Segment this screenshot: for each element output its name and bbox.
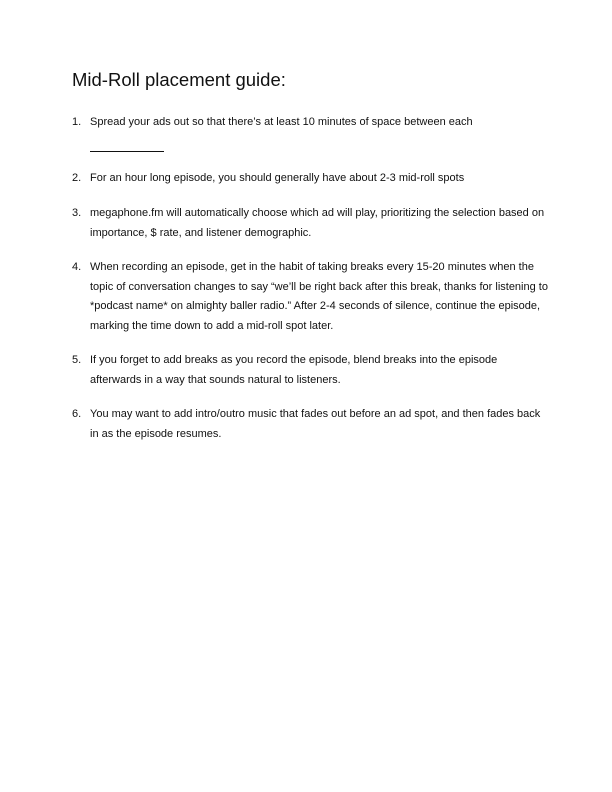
item-number: 2. <box>72 171 82 184</box>
item-text: When recording an episode, get in the habit of taking breaks every 15-20 minutes when the topic of conversation changes to say “we’ll be right back after this break, thanks for listening to *podcast name* on almighty baller radio.” After 2-4 seconds of silence, continue the episode, marking the time down to add a mid-roll spot later. <box>90 261 548 332</box>
fill-in-blank-line <box>90 151 164 152</box>
item-number: 4. <box>72 261 82 273</box>
item-text: Spread your ads out so that there’s at least 10 minutes of space between each <box>90 116 473 128</box>
item-number: 5. <box>72 354 82 366</box>
guide-item <box>72 351 548 390</box>
item-number: 3. <box>72 207 82 219</box>
placement-guide-list <box>72 113 548 444</box>
guide-item <box>72 169 548 189</box>
item-number: 6. <box>72 408 82 420</box>
guide-item <box>72 258 548 336</box>
guide-item <box>72 113 548 152</box>
item-text: You may want to add intro/outro music that fades out before an ad spot, and then fades back in as the episode resumes. <box>90 408 541 440</box>
guide-item <box>72 405 548 444</box>
item-text: For an hour long episode, you should generally have about 2-3 mid-roll spots <box>90 171 465 184</box>
document-title: Mid-Roll placement guide: <box>72 69 286 90</box>
item-number: 1. <box>72 116 82 128</box>
item-text: If you forget to add breaks as you record the episode, blend breaks into the episode afterwards in a way that sounds natural to listeners. <box>90 354 498 386</box>
guide-item <box>72 204 548 243</box>
item-text: megaphone.fm will automatically choose which ad will play, prioritizing the selection based on importance, $ rate, and listener demographic. <box>90 207 545 239</box>
